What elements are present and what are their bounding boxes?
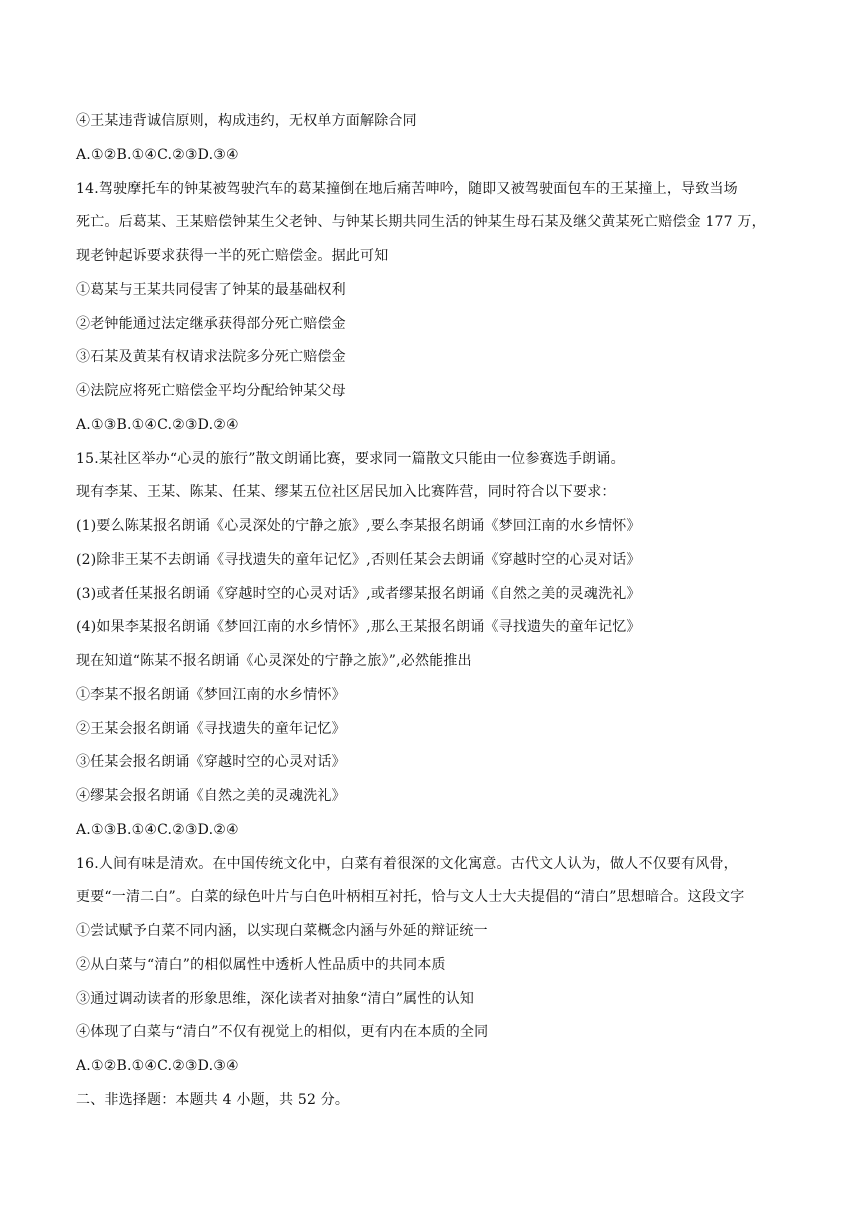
question-15-statement-1: ①李某不报名朗诵《梦回江南的水乡情怀》 [76, 687, 346, 703]
question-15-statement-4: ④缪某会报名朗诵《自然之美的灵魂洗礼》 [76, 788, 346, 804]
question-14-statement-4: ④法院应将死亡赔偿金平均分配给钟某父母 [76, 383, 346, 399]
question-16-statement-3: ③通过调动读者的形象思维，深化读者对抽象“清白”属性的认知 [76, 991, 475, 1007]
question-15-premise: 现在知道“陈某不报名朗诵《心灵深处的宁静之旅》”,必然能推出 [76, 653, 472, 669]
question-15-stem-line-2: 现有李某、王某、陈某、任某、缪某五位社区居民加入比赛阵营，同时符合以下要求： [76, 484, 616, 500]
option-statement-4: ④王某违背诚信原则，构成违约，无权单方面解除合同 [76, 113, 417, 129]
answer-choices-16: A.①②B.①④C.②③D.③④ [76, 1058, 239, 1074]
answer-choices-15: A.①③B.①④C.②③D.②④ [76, 822, 239, 838]
question-15-stem-line-1: 15.某社区举办“心灵的旅行”散文朗诵比赛，要求同一篇散文只能由一位参赛选手朗诵。 [76, 451, 625, 467]
question-14-stem-line-1: 14.驾驶摩托车的钟某被驾驶汽车的葛某撞倒在地后痛苦呻吟，随即又被驾驶面包车的王某撞上，导致当场 [76, 181, 738, 197]
question-15-condition-3: (3)或者任某报名朗诵《穿越时空的心灵对话》,或者缪某报名朗诵《自然之美的灵魂洗礼》 [76, 586, 641, 602]
question-14-statement-3: ③石某及黄某有权请求法院多分死亡赔偿金 [76, 349, 346, 365]
question-14-statement-1: ①葛某与王某共同侵害了钟某的最基础权利 [76, 282, 346, 298]
question-15-condition-2: (2)除非王某不去朗诵《寻找遗失的童年记忆》,否则任某会去朗诵《穿越时空的心灵对话》 [76, 552, 641, 568]
question-15-statement-2: ②王某会报名朗诵《寻找遗失的童年记忆》 [76, 721, 346, 737]
question-15-condition-1: (1)要么陈某报名朗诵《心灵深处的宁静之旅》,要么李某报名朗诵《梦回江南的水乡情怀》 [76, 518, 641, 534]
question-15-condition-4: (4)如果李某报名朗诵《梦回江南的水乡情怀》,那么王某报名朗诵《寻找遗失的童年记忆》 [76, 619, 641, 635]
question-16-statement-1: ①尝试赋予白菜不同内涵，以实现白菜概念内涵与外延的辩证统一 [76, 923, 488, 939]
question-16-statement-2: ②从白菜与“清白”的相似属性中透析人性品质中的共同本质 [76, 957, 446, 973]
question-14-statement-2: ②老钟能通过法定继承获得部分死亡赔偿金 [76, 316, 346, 332]
answer-choices-14: A.①③B.①④C.②③D.②④ [76, 417, 239, 433]
question-14-stem-line-3: 现老钟起诉要求获得一半的死亡赔偿金。据此可知 [76, 248, 389, 264]
question-16-stem-line-2: 更要“一清二白”。白菜的绿色叶片与白色叶柄相互衬托，恰与文人士大夫提倡的“清白”思想暗合。这段文字 [76, 889, 745, 905]
answer-choices-13: A.①②B.①④C.②③D.③④ [76, 147, 239, 163]
question-16-statement-4: ④体现了白菜与“清白”不仅有视觉上的相似，更有内在本质的全同 [76, 1024, 489, 1040]
question-14-stem-line-2: 死亡。后葛某、王某赔偿钟某生父老钟、与钟某长期共同生活的钟某生母石某及继父黄某死亡赔偿金 177 万， [76, 214, 766, 230]
section-heading-non-choice: 二、非选择题：本题共 4 小题，共 52 分。 [76, 1092, 350, 1108]
question-15-statement-3: ③任某会报名朗诵《穿越时空的心灵对话》 [76, 754, 346, 770]
question-16-stem-line-1: 16.人间有味是清欢。在中国传统文化中，白菜有着很深的文化寓意。古代文人认为，做人不仅要有风骨， [76, 856, 738, 872]
